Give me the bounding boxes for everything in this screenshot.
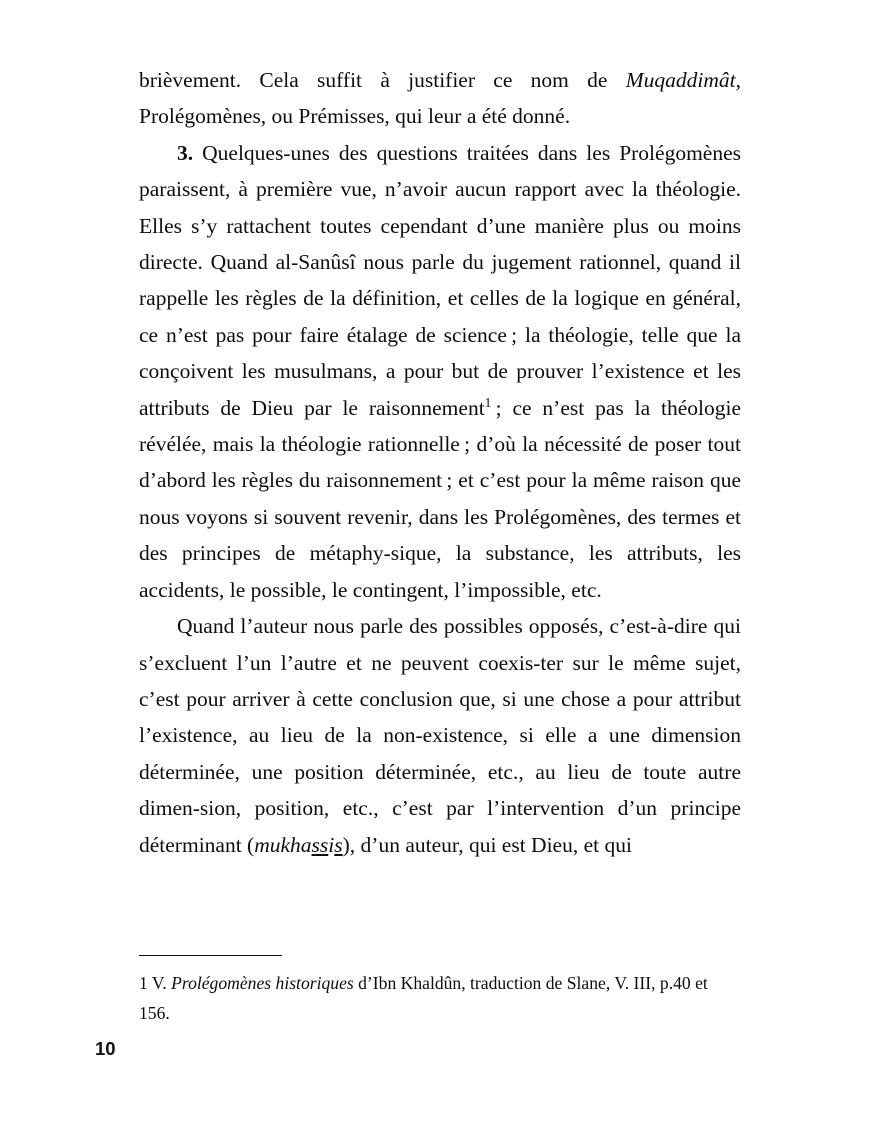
page-number: 10: [95, 1038, 116, 1059]
paragraph-1-run-3: , Prolégomènes, ou Prémisses, qui leur a été donné.: [139, 68, 741, 129]
footnote-title-italic: Prolégomènes historiques: [171, 973, 354, 993]
paragraph-1-title-italic: Muqaddimât: [625, 68, 736, 92]
paragraph-numbered-3: [139, 135, 741, 608]
footnote-separator: [139, 955, 282, 956]
paragraph-3-text-a: Quand l’auteur nous parle des possibles opposés, c’est-à-dire qui s’excluent l’un l’autre et ne peuvent coexis-ter sur le même sujet, c’est pour arriver à cette conclusion que, si une chose a pour attribut l’existence, au lieu de la non-existence, si elle a une dimension déterminée, une position déterminée, etc., au lieu de toute autre dimen-sion, position, etc., c’est par l’intervention d’un principe déterminant (: [139, 614, 741, 857]
term-mukhassis: mukhassis: [254, 832, 343, 857]
paragraph-1-run-1: brièvement. Cela suffit à justifier ce nom de: [139, 68, 626, 92]
paragraph-2-text-a: Quelques-unes des questions traitées dans les Prolégomènes paraissent, à première vue, n’avoir aucun rapport avec la théologie. Elles s’y rattachent toutes cependant d’une manière plus ou moins directe. Quand al-Sanûsî nous parle du jugement rationnel, quand il rappelle les règles de la définition, et celles de la logique en général, ce n’est pas pour faire étalage de science ; la théologie, telle que la conçoivent les musulmans, a pour but de prouver l’existence et les attributs de Dieu par le raisonnement: [139, 140, 741, 420]
footnote-marker: 1: [139, 973, 148, 993]
footnote-reference-1[interactable]: 1: [484, 394, 492, 410]
paragraph-continuation: [139, 62, 741, 135]
footnote-rest: d’Ibn Khaldûn, traduction de Slane, V. III, p.40 et 156.: [139, 973, 708, 1023]
paragraph-quand-auteur: [139, 608, 741, 863]
footnote-1: [139, 968, 741, 1028]
paragraph-number: 3.: [177, 140, 194, 165]
footnote-prefix: V.: [151, 973, 172, 993]
paragraph-3-text-b: ), d’un auteur, qui est Dieu, et qui: [342, 832, 632, 857]
body-text-column: [139, 62, 741, 863]
paragraph-2-text-b: ; ce n’est pas la théologie révélée, mais la théologie rationnelle ; d’où la nécessité de poser tout d’abord les règles du raisonnement ; et c’est pour la même raison que nous voyons si souvent revenir, dans les Prolégomènes, des termes et des principes de métaphy-sique, la substance, les attributs, les accidents, le possible, le contingent, l’impossible, etc.: [139, 395, 742, 602]
